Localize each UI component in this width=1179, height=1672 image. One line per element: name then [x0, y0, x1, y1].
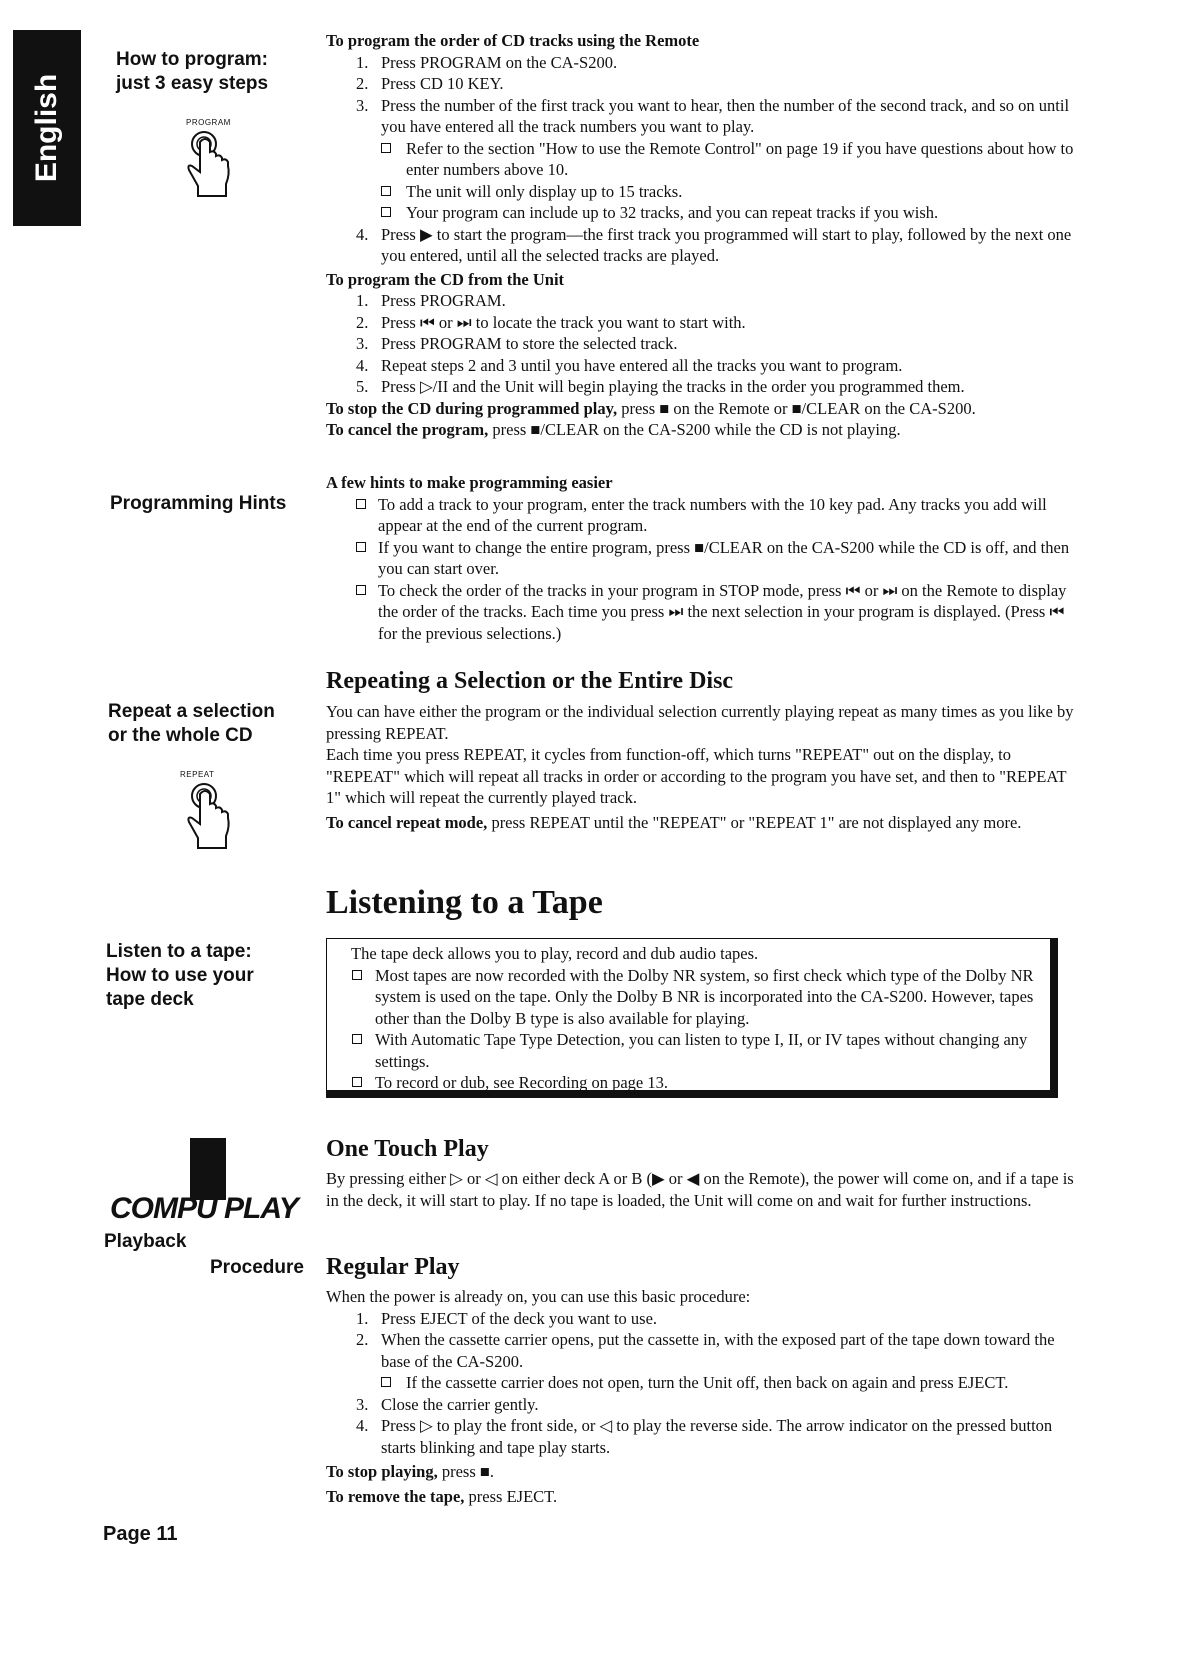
tape-info-box — [326, 938, 1058, 1098]
compu-play-logo — [110, 1138, 300, 1228]
list-bullet: To add a track to your program, enter the track numbers with the 10 key pad. Any tracks you add will appear at the end of the current program. — [326, 494, 1076, 537]
checkbox-bullet-icon — [381, 1377, 391, 1387]
stop-playing-note: To stop playing, press ■. — [326, 1462, 494, 1481]
tape-heading: Listening to a Tape — [326, 884, 603, 921]
list-item: 1. Press PROGRAM. — [356, 291, 506, 310]
stop-programmed-play-note: To stop the CD during programmed play, press ■ on the Remote or ■/CLEAR on the CA-S200. — [326, 398, 976, 418]
logo-tag-shape — [190, 1138, 226, 1200]
hints-heading: A few hints to make programming easier — [326, 473, 613, 492]
list-item: 1. Press PROGRAM on the CA-S200. — [356, 52, 618, 72]
regular-play-heading: Regular Play — [326, 1254, 460, 1280]
press-button-hand-icon — [180, 128, 240, 200]
list-bullet: Most tapes are now recorded with the Dolby NR system, so first check which type of the Dolby NR system is used on the tape. Only the Dolby B NR is incorporated into the CA-S200. However, tapes other than the Dolby B type is also available for playing. — [351, 965, 1040, 1030]
checkbox-bullet-icon — [356, 499, 366, 509]
regular-play-section — [326, 1286, 1076, 1507]
list-item: 2. Press ⏮ or ⏭ to locate the track you want to start with. — [356, 312, 746, 332]
list-bullet: Your program can include up to 32 tracks, and you can repeat tracks if you wish. — [326, 202, 1076, 224]
repeat-paragraph: You can have either the program or the individual selection currently playing repeat as many times as you like by pressing REPEAT. — [326, 702, 1074, 743]
unit-program-heading: To program the CD from the Unit — [326, 269, 565, 289]
logo-text: COMPU PLAY — [110, 1192, 298, 1225]
list-item: 2. When the cassette carrier opens, put the cassette in, with the exposed part of the tape down toward the base of the CA-S200. — [356, 1330, 1055, 1371]
list-bullet: If you want to change the entire program, press ■/CLEAR on the CA-S200 while the CD is off, and then you can start over. — [326, 537, 1076, 580]
hints-section — [326, 472, 1076, 644]
remote-program-section — [326, 30, 1076, 441]
repeat-section — [326, 701, 1076, 833]
list-item: 4. Press ▷ to play the front side, or ◁ to play the reverse side. The arrow indicator on the pressed button starts blinking and tape play starts. — [356, 1416, 1053, 1457]
side-heading-listen-tape: Listen to a tape: How to use your tape deck — [106, 941, 254, 1010]
checkbox-bullet-icon — [381, 143, 391, 153]
language-tab-label: English — [30, 73, 63, 183]
cancel-repeat-note: To cancel repeat mode, press REPEAT until the "REPEAT" or "REPEAT 1" are not displayed any more. — [326, 812, 1022, 832]
remote-program-heading: To program the order of CD tracks using the Remote — [326, 31, 700, 50]
remove-tape-note: To remove the tape, press EJECT. — [326, 1486, 558, 1506]
repeat-icon-label: REPEAT — [180, 770, 215, 779]
side-heading-repeat: Repeat a selection or the whole CD — [108, 701, 275, 746]
tape-intro: The tape deck allows you to play, record and dub audio tapes. — [351, 944, 759, 963]
language-tab — [13, 30, 81, 226]
checkbox-bullet-icon — [356, 585, 366, 595]
list-item: 3. Press the number of the first track you want to hear, then the number of the second track, and so on until you have entered all the track numbers you want to play. — [356, 95, 1070, 136]
checkbox-bullet-icon — [381, 207, 391, 217]
one-touch-text: By pressing either ▷ or ◁ on either deck A or B (▶ or ◀ on the Remote), the power will come on, and if a tape is in the deck, it will start to play. If no tape is loaded, the Unit will come on and wait for further instructions. — [326, 1169, 1074, 1210]
list-item: 3. Press PROGRAM to store the selected track. — [356, 334, 678, 353]
checkbox-bullet-icon — [352, 1077, 362, 1087]
checkbox-bullet-icon — [352, 970, 362, 980]
repeat-paragraph: Each time you press REPEAT, it cycles from function-off, which turns "REPEAT" out on the display, to "REPEAT" which will repeat all tracks in order or according to the program you have set, and then to "REPEAT 1" which will repeat the currently played track. — [326, 745, 1067, 807]
checkbox-bullet-icon — [352, 1034, 362, 1044]
list-bullet: If the cassette carrier does not open, turn the Unit off, then back on again and press EJECT. — [326, 1372, 1076, 1394]
list-bullet: The unit will only display up to 15 tracks. — [326, 181, 1076, 203]
repeat-heading: Repeating a Selection or the Entire Disc — [326, 668, 734, 694]
list-bullet: To record or dub, see Recording on page 13. — [351, 1072, 1040, 1094]
side-heading-procedure: Procedure — [210, 1257, 304, 1278]
press-button-hand-icon — [180, 780, 240, 852]
checkbox-bullet-icon — [381, 186, 391, 196]
list-item: 2. Press CD 10 KEY. — [356, 74, 504, 93]
side-heading-how-to-program: How to program: just 3 easy steps — [116, 49, 269, 94]
list-item: 3. Close the carrier gently. — [356, 1394, 539, 1414]
list-item: 4. Repeat steps 2 and 3 until you have entered all the tracks you want to program. — [356, 355, 903, 375]
checkbox-bullet-icon — [356, 542, 366, 552]
list-item: 5. Press ▷/II and the Unit will begin playing the tracks in the order you programmed them. — [356, 377, 965, 396]
side-heading-programming-hints: Programming Hints — [110, 493, 287, 514]
list-bullet: Refer to the section "How to use the Remote Control" on page 19 if you have questions about how to enter numbers above 10. — [326, 138, 1076, 181]
side-heading-playback: Playback — [104, 1231, 187, 1252]
list-item: 4. Press ▶ to start the program—the first track you programmed will start to play, followed by the next one you entered, until all the selected tracks are played. — [356, 224, 1072, 265]
cancel-program-note: To cancel the program, press ■/CLEAR on the CA-S200 while the CD is not playing. — [326, 420, 901, 439]
regular-play-intro: When the power is already on, you can use this basic procedure: — [326, 1287, 751, 1306]
program-icon-label: PROGRAM — [186, 118, 231, 127]
page-number: Page 11 — [103, 1523, 178, 1545]
one-touch-heading: One Touch Play — [326, 1136, 489, 1162]
list-bullet: To check the order of the tracks in your program in STOP mode, press ⏮ or ⏭ on the Remote to display the order of the tracks. Each time you press ⏭ the next selection in your program is displayed. (Press ⏮ for the previous selections.) — [326, 580, 1076, 645]
list-item: 1. Press EJECT of the deck you want to use. — [356, 1308, 658, 1328]
list-bullet: With Automatic Tape Type Detection, you can listen to type I, II, or IV tapes without changing any settings. — [351, 1029, 1040, 1072]
